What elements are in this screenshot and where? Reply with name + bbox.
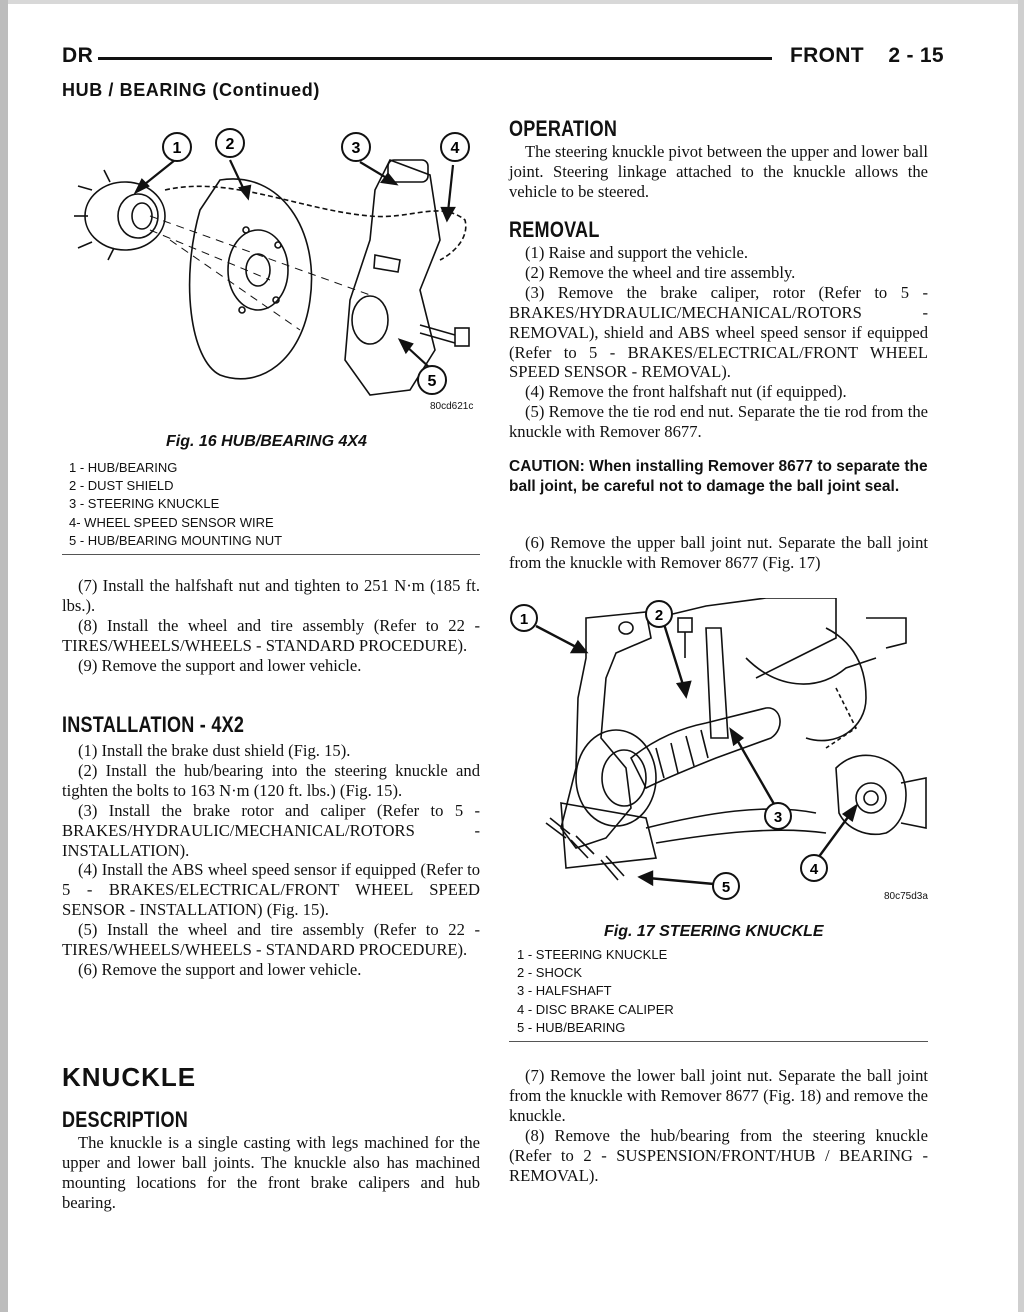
step-text: (5) Remove the tie rod end nut. Separate the tie rod from the knuckle with Remover 8677. [509, 402, 928, 442]
step-text: (5) Install the wheel and tire assembly (Refer to 22 - TIRES/WHEELS/WHEELS - STANDARD PROCEDURE). [62, 920, 480, 960]
viewer-right-edge [1018, 0, 1024, 1312]
fig16-callout-4: 4 [450, 140, 460, 157]
fig17-legend [509, 946, 928, 1042]
step-text: (1) Install the brake dust shield (Fig. 15). [78, 741, 351, 760]
knuckle-title: KNUCKLE [62, 1062, 197, 1092]
fig17-callout-3: 3 [773, 809, 783, 826]
viewer-top-edge [0, 0, 1024, 4]
fig16-callout-5: 5 [427, 373, 437, 390]
legend-item: 2 - DUST SHIELD [69, 478, 174, 494]
installation-section [62, 712, 480, 980]
step-text: (8) Remove the hub/bearing from the steering knuckle (Refer to 2 - SUSPENSION/FRONT/HUB / BEARING - REMOVAL). [509, 1125, 928, 1185]
fig16-illustration [70, 120, 490, 420]
fig17-callout-4: 4 [809, 861, 819, 878]
step-text: (3) Install the brake rotor and caliper (Refer to 5 - BRAKES/HYDRAULIC/MECHANICAL/ROTORS - INSTALLATION). [62, 800, 480, 860]
knuckle-section [62, 1062, 480, 1213]
legend-item: 5 - HUB/BEARING MOUNTING NUT [69, 532, 283, 548]
legend-item: 4 - DISC BRAKE CALIPER [517, 1001, 674, 1017]
installation-heading: INSTALLATION - 4X2 [62, 712, 245, 737]
description-heading: DESCRIPTION [62, 1107, 188, 1132]
fig16-callout-2: 2 [225, 136, 235, 153]
step-text: (2) Remove the wheel and tire assembly. [525, 262, 796, 282]
fig16-caption: Fig. 16 HUB/BEARING 4X4 [166, 433, 367, 450]
fig16-callout-1: 1 [172, 140, 182, 157]
operation-heading: OPERATION [509, 116, 618, 141]
legend-item: 3 - HALFSHAFT [517, 983, 612, 999]
continued-title: HUB / BEARING (Continued) [62, 80, 320, 100]
legend-item: 2 - SHOCK [517, 965, 583, 981]
fig17-illustration [506, 598, 931, 910]
header-rule [98, 57, 772, 60]
step-text: (2) Install the hub/bearing into the steering knuckle and tighten the bolts to 163 N·m (120 ft. lbs.) (Fig. 15). [62, 760, 480, 800]
step-text: (9) Remove the support and lower vehicle. [78, 655, 362, 675]
step-text: (6) Remove the upper ball joint nut. Separate the ball joint from the knuckle with Remover 8677 (Fig. 17) [509, 533, 928, 572]
header-page-number: FRONT 2 - 15 [790, 44, 944, 67]
step-text: (3) Remove the brake caliper, rotor (Refer to 5 - BRAKES/HYDRAULIC/MECHANICAL/ROTORS - REMOVAL), shield and ABS wheel speed sensor if equipped (Refer to 5 - BRAKES/ELECTRICAL/FRONT WHEEL SPEED SENSOR - REMOVAL). [509, 282, 928, 382]
removal-steps-continued [509, 1066, 928, 1185]
fig17-callout-1: 1 [519, 611, 529, 628]
step-text: (4) Remove the front halfshaft nut (if equipped). [525, 382, 847, 402]
legend-item: 1 - STEERING KNUCKLE [517, 947, 668, 962]
fig17-callout-5: 5 [721, 879, 731, 896]
fig16-legend [62, 459, 480, 555]
step-text: (8) Install the wheel and tire assembly (Refer to 22 - TIRES/WHEELS/WHEELS - STANDARD PROCEDURE). [62, 615, 480, 655]
legend-item: 4- WHEEL SPEED SENSOR WIRE [69, 514, 274, 530]
step-text: (7) Remove the lower ball joint nut. Separate the ball joint from the knuckle with Remover 8677 (Fig. 18) and remove the knuckle. [509, 1066, 928, 1125]
caution-note [509, 457, 928, 496]
hub-steps-continued [62, 576, 480, 676]
legend-item: 3 - STEERING KNUCKLE [69, 496, 220, 512]
fig16-code: 80cd621c [430, 401, 474, 412]
fig17-caption: Fig. 17 STEERING KNUCKLE [604, 923, 824, 940]
legend-rule [509, 1041, 928, 1042]
caution-text: CAUTION: When installing Remover 8677 to separate the ball joint, be careful not to damage the ball joint seal. [509, 458, 928, 495]
description-text: The knuckle is a single casting with legs machined for the upper and lower ball joints. The knuckle also has machined mounting locations for the front brake calipers and hub bearing. [62, 1133, 480, 1212]
step-text: (1) Raise and support the vehicle. [525, 243, 749, 262]
step-text: (6) Remove the support and lower vehicle. [78, 959, 362, 979]
removal-section [509, 217, 928, 442]
legend-item: 5 - HUB/BEARING [517, 1019, 626, 1035]
header-section-code: DR [62, 44, 94, 67]
step-text: (7) Install the halfshaft nut and tighten to 251 N·m (185 ft. lbs.). [62, 576, 480, 615]
fig17-callout-2: 2 [654, 607, 664, 624]
fig16-callout-3: 3 [351, 140, 361, 157]
removal-heading: REMOVAL [509, 217, 600, 242]
viewer-left-edge [0, 0, 8, 1312]
removal-step-6 [509, 533, 928, 573]
legend-item: 1 - HUB/BEARING [69, 460, 178, 475]
fig17-code: 80c75d3a [884, 891, 928, 902]
operation-text: The steering knuckle pivot between the upper and lower ball joint. Steering linkage attached to the knuckle allows the vehicle to be steered. [509, 142, 928, 201]
operation-section [509, 116, 928, 202]
legend-rule [62, 554, 480, 555]
step-text: (4) Install the ABS wheel speed sensor if equipped (Refer to 5 - BRAKES/ELECTRICAL/FRONT WHEEL SPEED SENSOR - INSTALLATION) (Fig. 15). [62, 860, 480, 920]
